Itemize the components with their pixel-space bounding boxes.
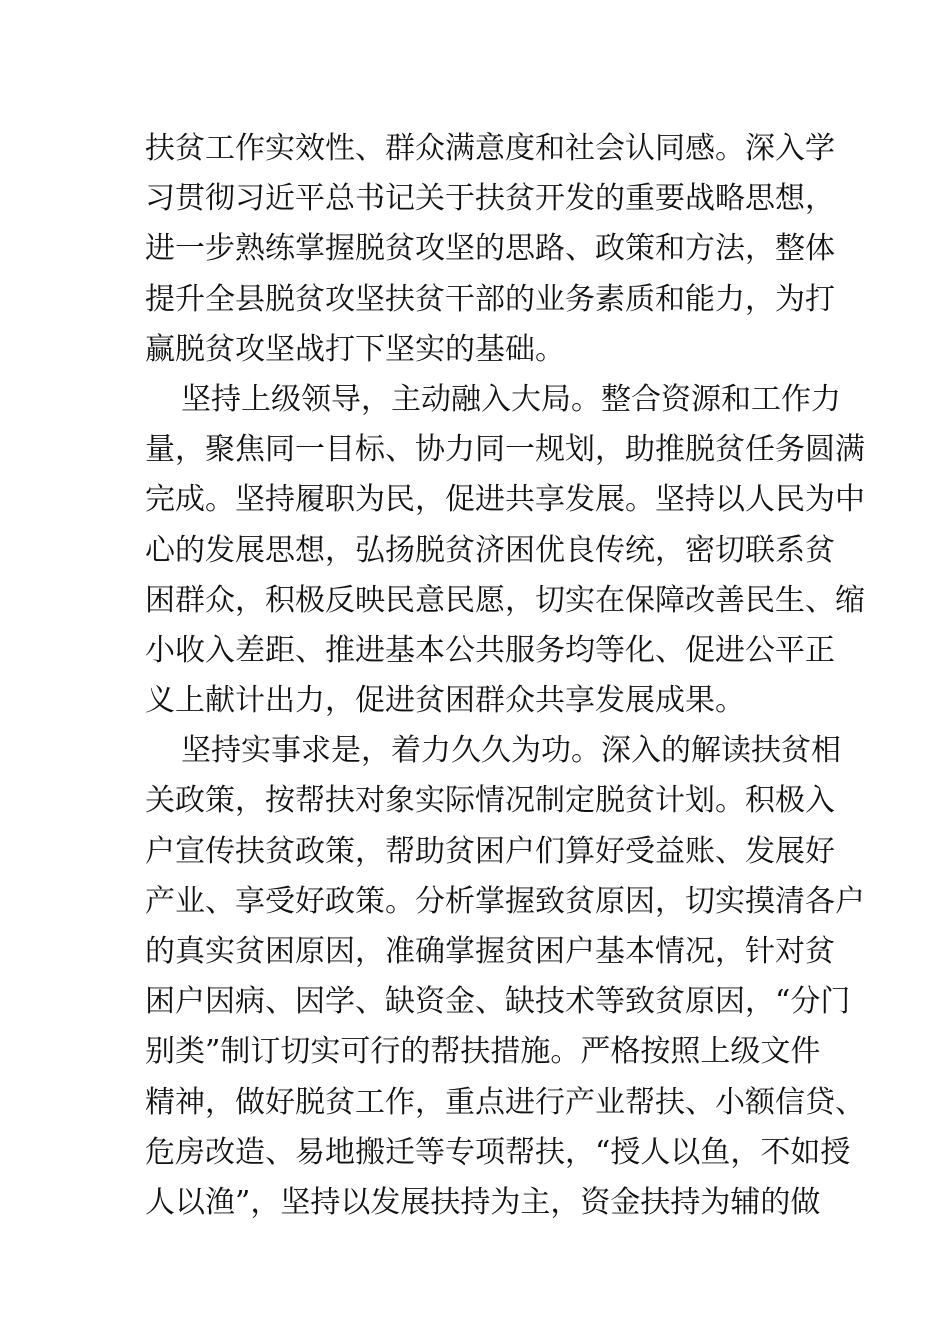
text-line: 心的发展思想，弘扬脱贫济困优良传统，密切联系贫 [145,532,835,568]
text-line: 完成。坚持履职为民，促进共享发展。坚持以人民为中 [145,482,865,518]
text-line: 赢脱贫攻坚战打下坚实的基础。 [145,331,565,367]
text-line: 精神，做好脱贫工作，重点进行产业帮扶、小额信贷、 [145,1084,865,1120]
text-line: 量，聚焦同一目标、协力同一规划，助推脱贫任务圆满 [145,432,865,468]
text-line: 别类”制订切实可行的帮扶措施。严格按照上级文件 [145,1034,821,1070]
paragraph-3 [145,726,865,1228]
text-line: 扶贫工作实效性、群众满意度和社会认同感。深入学 [145,131,835,166]
text-line: 提升全县脱贫攻坚扶贫干部的业务素质和能力，为打 [145,281,835,317]
text-line: 危房改造、易地搬迁等专项帮扶，“授人以鱼，不如授 [145,1134,851,1170]
text-line: 困户因病、因学、缺资金、缺技术等致贫原因，“分门 [145,984,851,1020]
text-line: 进一步熟练掌握脱贫攻坚的思路、政策和方法，整体 [145,231,835,267]
text-line: 坚持上级领导，主动融入大局。整合资源和工作力 [181,381,841,417]
text-line: 产业、享受好政策。分析掌握致贫原因，切实摸清各户 [145,883,865,919]
text-line: 习贯彻习近平总书记关于扶贫开发的重要战略思想， [145,181,835,217]
paragraph-1 [145,124,835,375]
paragraph-2 [145,375,865,726]
text-line: 小收入差距、推进基本公共服务均等化、促进公平正 [145,632,835,668]
body-text [145,124,865,1228]
text-line: 困群众，积极反映民意民愿，切实在保障改善民生、缩 [145,582,865,618]
text-line: 义上献计出力，促进贫困群众共享发展成果。 [145,683,745,719]
text-line: 关政策，按帮扶对象实际情况制定脱贫计划。积极入 [145,783,835,819]
text-line: 坚持实事求是，着力久久为功。深入的解读扶贫相 [181,733,841,769]
text-line: 人以渔”，坚持以发展扶持为主，资金扶持为辅的做 [145,1184,821,1220]
text-line: 的真实贫困原因，准确掌握贫困户基本情况，针对贫 [145,934,835,969]
text-line: 户宣传扶贫政策，帮助贫困户们算好受益账、发展好 [145,833,835,869]
